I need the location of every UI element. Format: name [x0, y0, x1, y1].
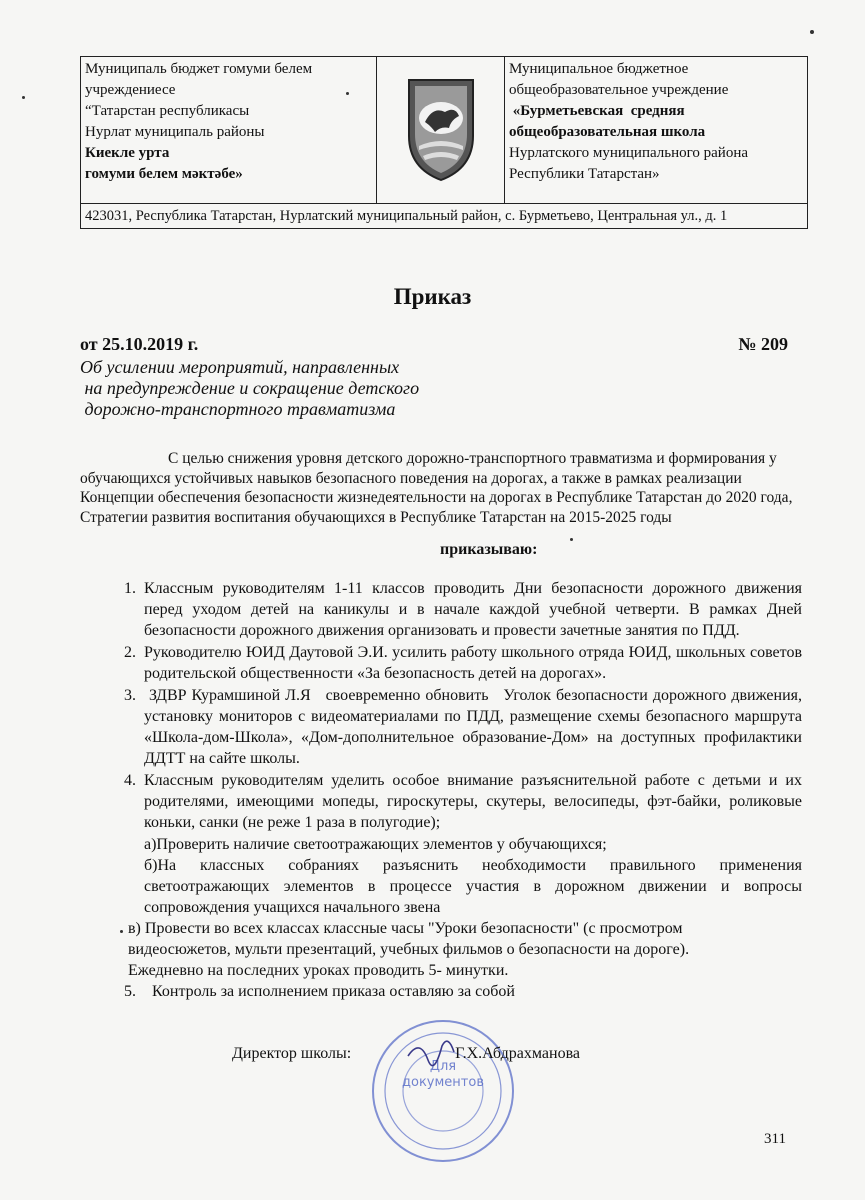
page-number: 311	[764, 1131, 786, 1147]
scan-speck	[346, 92, 349, 95]
list-item	[80, 770, 802, 833]
scan-speck	[120, 930, 123, 933]
letterhead-line: общеобразовательная школа	[509, 124, 706, 140]
list-item	[80, 642, 802, 684]
item-number: 2.	[124, 644, 136, 661]
subitem-c-cont: Ежедневно на последних уроках проводить 5- минутки.	[128, 962, 509, 979]
letterhead-row	[81, 57, 807, 204]
letterhead-line: Муниципаль бюджет гомуми белем	[85, 61, 313, 77]
school-address: 423031, Республика Татарстан, Нурлатский муниципальный район, с. Бурметьево, Центральная ул., д. 1	[85, 208, 728, 224]
subitem-b: б)На классных собраниях разъяснить необходимости правильного применения светоотражающих элементов в процессе участия в дорожном движении и вопросы сопровождения учащихся начального звена	[144, 857, 802, 916]
letterhead-line: Республики Татарстан»	[509, 166, 660, 182]
order-verb: приказываю:	[440, 541, 538, 558]
subject-line: на предупреждение и сокращение детского	[80, 378, 420, 398]
scan-speck	[22, 96, 25, 99]
item-text: Классным руководителям уделить особое внимание разъяснительной работе с детьми и их родителями, имеющими мопеды, гироскутеры, скутеры, велосипеды, фэт-байки, роликовые коньки, санки (не реже 1 раза в полугодие);	[144, 772, 802, 831]
letterhead-line: общеобразовательное учреждение	[509, 82, 729, 98]
document-title: Приказ	[393, 284, 472, 309]
signature-line	[232, 1045, 580, 1063]
item-number: 5.	[124, 983, 136, 1000]
scan-speck	[570, 538, 573, 541]
letterhead-line: Киекле урта	[85, 145, 170, 161]
order-items	[80, 578, 807, 1003]
item-text: Контроль за исполнением приказа оставляю за собой	[152, 983, 515, 1000]
signer-role: Директор школы:	[232, 1045, 352, 1062]
letterhead-line: “Татарстан республикасы	[85, 103, 250, 119]
order-subject	[80, 357, 419, 420]
subitem-c-cont: видеосюжетов, мульти презентаций, учебных фильмов о безопасности на дороге).	[128, 941, 690, 958]
letterhead-line: Муниципальное бюджетное	[509, 61, 689, 77]
letterhead-line: учреждениесе	[85, 82, 176, 98]
item-text: ЗДВР Курамшиной Л.Я своевременно обновить Уголок безопасности дорожного движения, установку мониторов с видеоматериалами по ПДД, размещение схемы безопасного маршрута «Школа-дом-Школа», «Дом-дополнительное образование-Дом» на доступных профилактики ДДТТ на сайте школы.	[144, 687, 807, 767]
order-number: № 209	[738, 334, 788, 354]
date-number-line	[80, 334, 788, 355]
preamble-text: С целью снижения уровня детского дорожно-транспортного травматизма и формирования у обучающихся устойчивых навыков безопасного поведения на дорогах, а также в рамках реализации Концепции обеспечения безопасности жизнедеятельности на дорогах в Республике Татарстан до 2020 года, Стратегии развития воспитания обучающихся в Республике Татарстан на 2015-2025 годы	[80, 450, 793, 526]
signer-name: Г.Х.Абдрахманова	[455, 1045, 581, 1062]
item-text: Классным руководителям 1-11 классов проводить Дни безопасности дорожного движения перед уходом детей на каникулы и в начале каждой учебной четверти. В рамках Дней безопасности дорожного движения организовать и провести зачетные занятия по ПДД.	[144, 580, 802, 639]
svg-text:документов: документов	[402, 1075, 484, 1090]
letterhead-line: Нурлат муниципаль районы	[85, 124, 265, 140]
letterhead-table	[80, 56, 808, 229]
item-number: 3.	[124, 687, 136, 704]
scan-speck	[810, 30, 814, 34]
order-date: от 25.10.2019 г.	[80, 334, 199, 354]
subitem-a: а)Проверить наличие светоотражающих элементов у обучающихся;	[144, 836, 607, 853]
letterhead-line: Нурлатского муниципального района	[509, 145, 749, 161]
school-stamp	[368, 1016, 518, 1166]
preamble	[80, 449, 808, 527]
letterhead-line: «Бурметьевская средняя	[509, 103, 685, 119]
subitem-c: в) Провести во всех классах классные часы "Уроки безопасности" (с просмотром	[128, 920, 683, 937]
letterhead-russian	[505, 57, 807, 203]
coat-of-arms-icon	[405, 76, 477, 184]
item-number: 4.	[124, 772, 136, 789]
letterhead-line: гомуми белем мәктәбе»	[85, 166, 243, 182]
letterhead-tatar	[81, 57, 377, 203]
coat-of-arms-cell	[377, 57, 505, 203]
subject-line: Об усилении мероприятий, направленных	[80, 357, 400, 377]
subject-line: дорожно-транспортного травматизма	[80, 399, 396, 419]
list-item	[80, 685, 807, 769]
svg-text:Для: Для	[429, 1059, 457, 1074]
item-text: Руководителю ЮИД Даутовой Э.И. усилить работу школьного отряда ЮИД, школьных советов родительской общественности «За безопасность детей на дорогах».	[144, 644, 802, 682]
item-number: 1.	[124, 580, 136, 597]
list-item	[80, 981, 802, 1002]
list-item	[80, 578, 802, 641]
